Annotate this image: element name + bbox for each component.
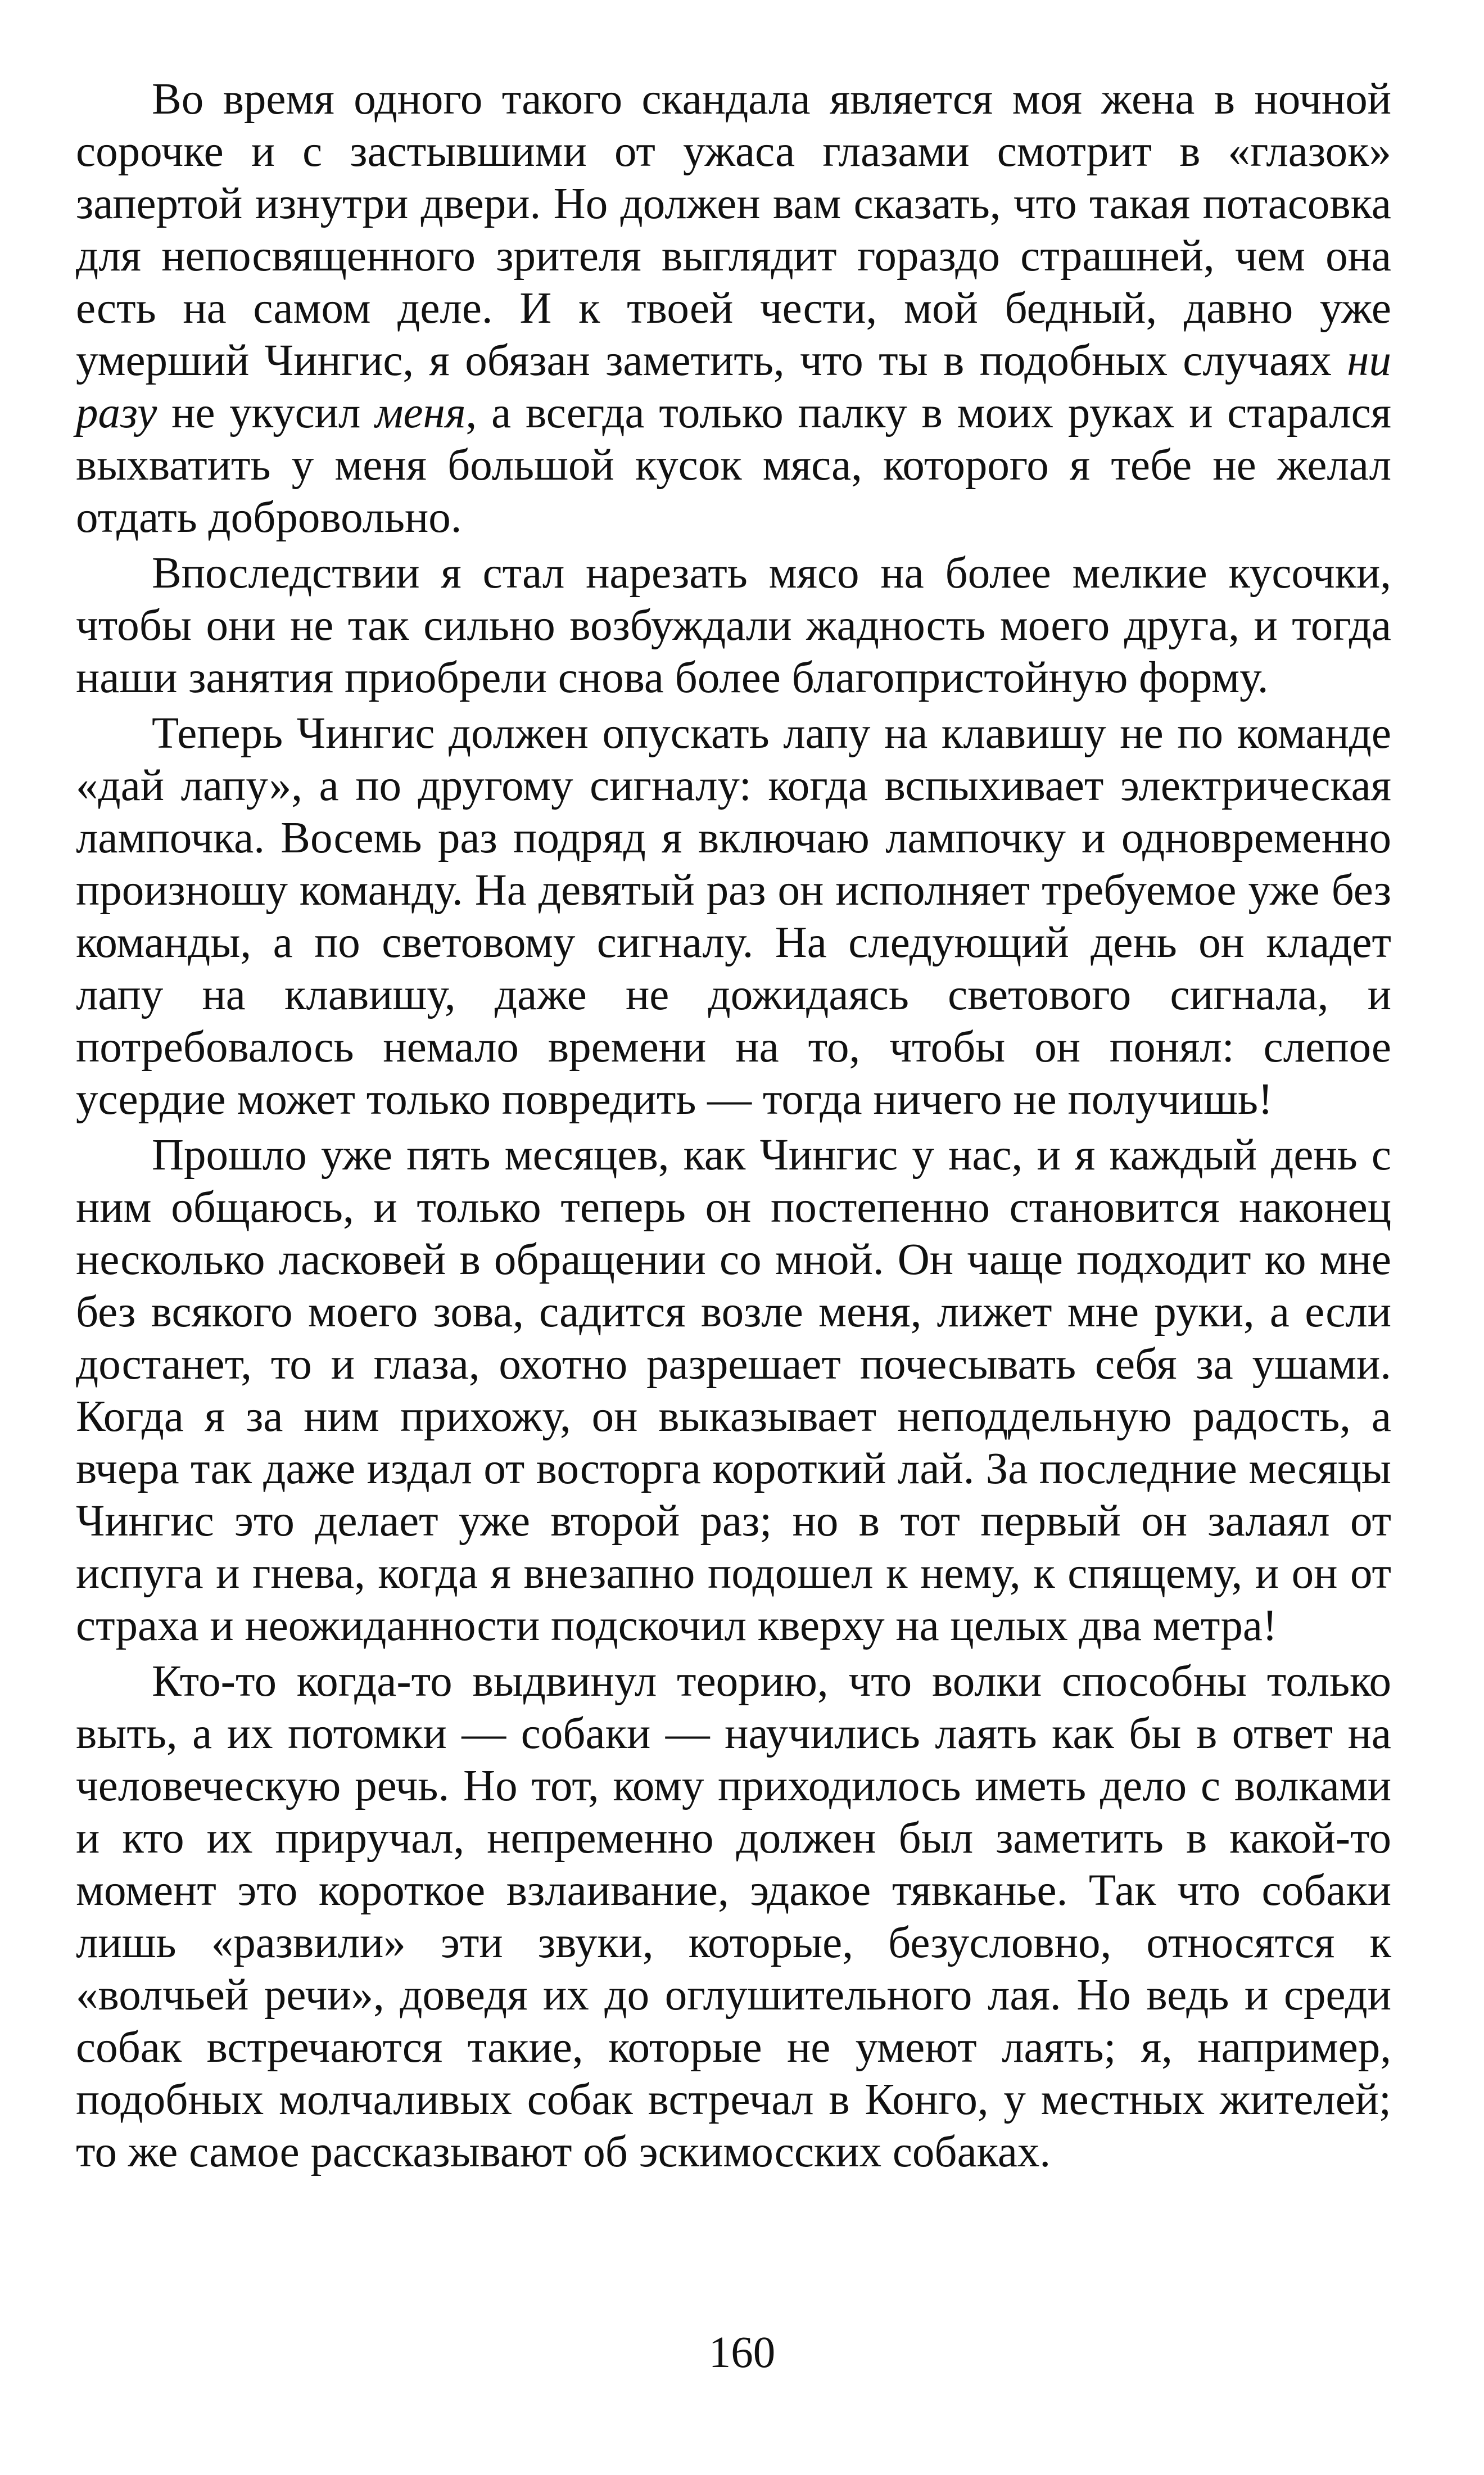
page-number: 160 xyxy=(708,2328,776,2377)
paragraph-1 xyxy=(76,73,1391,544)
paragraph-1-text-c: , а всегда только палку в моих руках и старался выхватить у меня большой кусок мяса, которого я тебе не желал отдать добровольно. xyxy=(76,389,1391,542)
paragraph-4: Прошло уже пять месяцев, как Чингис у нас, и я каждый день с ним общаюсь, и только теперь он постепенно становится наконец несколько ласковей в обращении со мной. Он чаще подходит ко мне без всякого моего зова, садится возле меня, лижет мне руки, а если достанет, то и глаза, охотно разрешает почесывать себя за ушами. Когда я за ним прихожу, он выказывает неподдельную радость, а вчера так даже издал от восторга короткий лай. За последние месяцы Чингис это делает уже второй раз; но в тот первый он залаял от испуга и гнева, когда я внезапно подошел к нему, к спящему, и он от страха и неожиданности подскочил кверху на целых два метра! xyxy=(76,1131,1391,1650)
paragraph-1-italic-menya: меня xyxy=(375,389,466,437)
paragraph-5: Кто-то когда-то выдвинул теорию, что волки способны только выть, а их потомки — собаки — научились лаять как бы в ответ на человеческую речь. Но тот, кому приходилось иметь дело с волками и кто их приручал, непременно должен был заметить в какой-то момент это короткое взлаивание, эдакое тявканье. Так что собаки лишь «развили» эти звуки, которые, безусловно, относятся к «волчьей речи», доведя их до оглушительного лая. Но ведь и среди собак встречаются такие, которые не умеют лаять; я, например, подобных молчаливых собак встречал в Конго, у местных жителей; то же самое рассказывают об эскимосских собаках. xyxy=(76,1657,1391,2176)
paragraph-1-text-a: Во время одного такого скандала является моя жена в ночной сорочке и с застывшими от ужаса глазами смотрит в «глазок» запертой изнутри двери. Но должен вам сказать, что такая потасовка для непосвященного зрителя выглядит гораздо страшней, чем она есть на самом деле. И к твоей чести, мой бедный, давно уже умерший Чингис, я обязан заметить, что ты в подобных случаях xyxy=(76,75,1391,385)
paragraph-3: Теперь Чингис должен опускать лапу на клавишу не по команде «дай лапу», а по другому сигналу: когда вспыхивает электрическая лампочка. Восемь раз подряд я включаю лампочку и одновременно произношу команду. На девятый раз он исполняет требуемое уже без команды, а по световому сигналу. На следующий день он кладет лапу на клавишу, даже не дожидаясь светового сигнала, и потребовалось немало времени на то, чтобы он понял: слепое усердие может только повредить — тогда ничего не получишь! xyxy=(76,709,1391,1124)
paragraph-1-italic-ni-razu: ни разу xyxy=(76,336,1391,437)
paragraph-2: Впоследствии я стал нарезать мясо на более мелкие кусочки, чтобы они не так сильно возбуждали жадность моего друга, и тогда наши занятия приобрели снова более благопристойную форму. xyxy=(76,549,1391,702)
page-body xyxy=(76,73,1391,2178)
paragraph-1-text-b: не укусил xyxy=(157,389,375,437)
